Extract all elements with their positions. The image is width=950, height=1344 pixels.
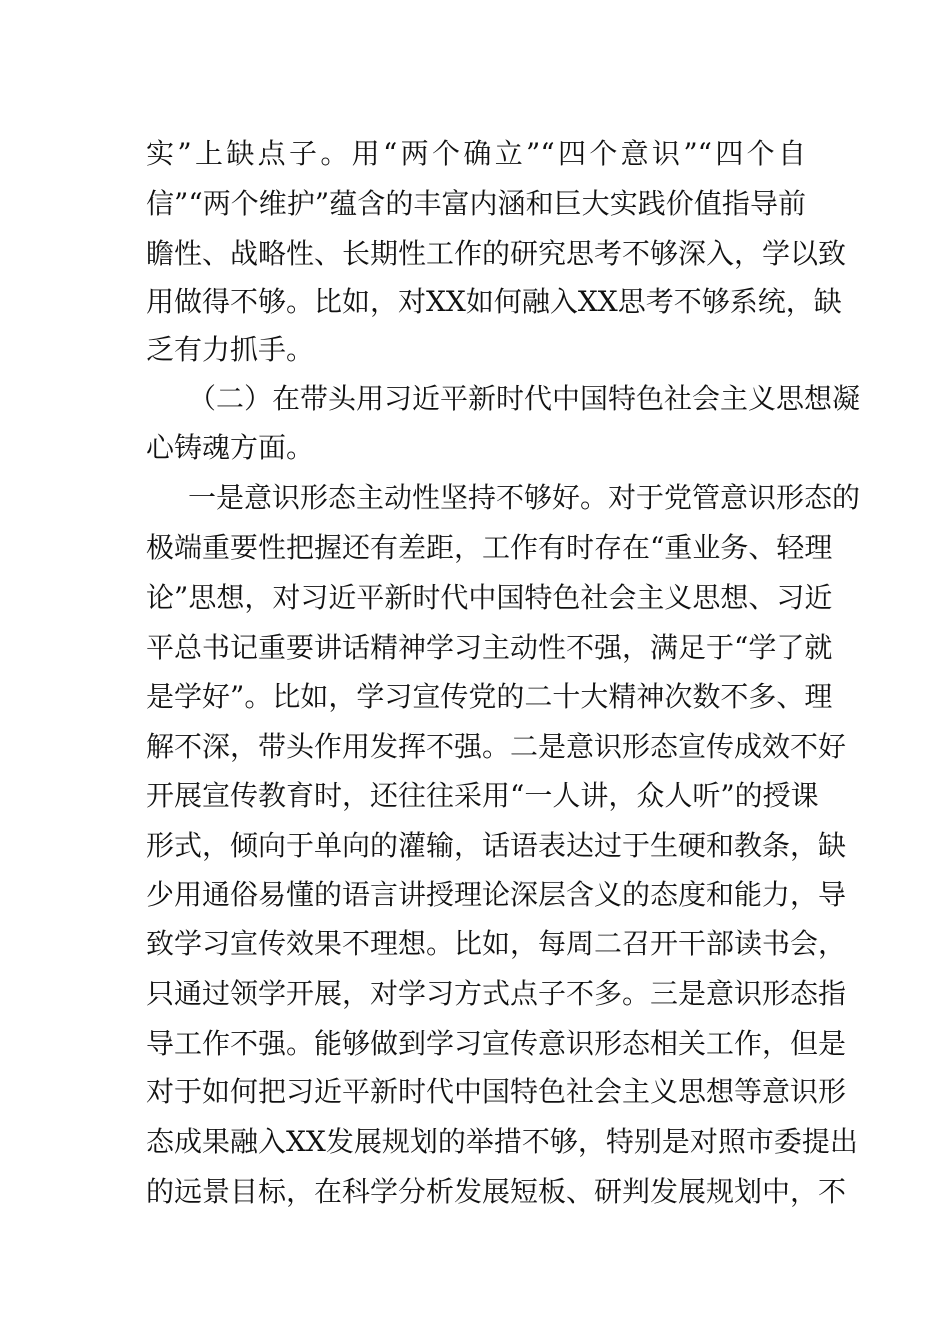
body-text-line: 对于如何把习近平新时代中国特色社会主义思想等意识形 [146, 1075, 847, 1108]
body-text-line: 是学好”。比如，学习宣传党的二十大精神次数不多、理 [146, 680, 833, 713]
body-text-line: 开展宣传教育时，还往往采用“一人讲，众人听”的授课 [146, 779, 819, 812]
body-text-line: 乏有力抓手。 [146, 333, 315, 366]
body-text-line: 实”上缺点子。用“两个确立”“四个意识”“四个自 [146, 137, 806, 170]
body-text-line: 态成果融入XX发展规划的举措不够，特别是对照市委提出 [146, 1125, 858, 1158]
body-text-line: 形式，倾向于单向的灌输，话语表达过于生硬和教条，缺 [146, 829, 847, 862]
body-text-line: 信”“两个维护”蕴含的丰富内涵和巨大实践价值指导前 [146, 187, 806, 220]
body-text-line: 少用通俗易懂的语言讲授理论深层含义的态度和能力，导 [146, 878, 847, 911]
body-text-line: 用做得不够。比如，对XX如何融入XX思考不够系统，缺 [146, 285, 842, 318]
body-text-line: 只通过领学开展，对学习方式点子不多。三是意识形态指 [146, 977, 847, 1010]
body-text-line: 平总书记重要讲话精神学习主动性不强，满足于“学了就 [146, 631, 833, 664]
body-text-line: 瞻性、战略性、长期性工作的研究思考不够深入，学以致 [146, 237, 847, 270]
section-heading-line: 心铸魂方面。 [146, 431, 315, 464]
body-text-line: 致学习宣传效果不理想。比如，每周二召开干部读书会， [146, 927, 847, 960]
section-heading-line: （二）在带头用习近平新时代中国特色社会主义思想凝 [188, 382, 861, 415]
body-text-line: 解不深，带头作用发挥不强。二是意识形态宣传成效不好 [146, 730, 847, 763]
body-text-line: 的远景目标，在科学分析发展短板、研判发展规划中，不 [146, 1175, 847, 1208]
body-text-line: 一是意识形态主动性坚持不够好。对于党管意识形态的 [188, 481, 861, 514]
body-text-line: 论”思想，对习近平新时代中国特色社会主义思想、习近 [146, 581, 833, 614]
body-text-line: 极端重要性把握还有差距，工作有时存在“重业务、轻理 [146, 531, 833, 564]
body-text-line: 导工作不强。能够做到学习宣传意识形态相关工作，但是 [146, 1027, 847, 1060]
